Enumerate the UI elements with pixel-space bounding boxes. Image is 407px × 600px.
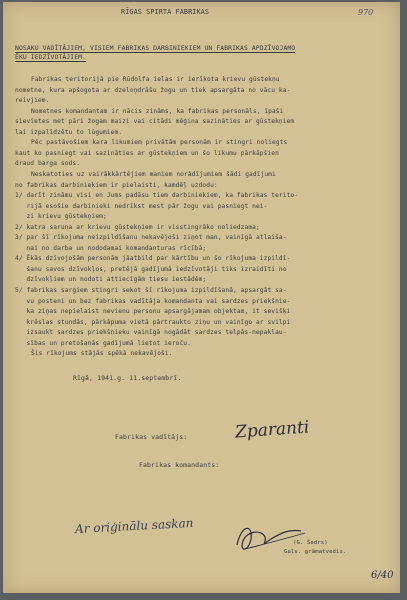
body-line: Nometnes komandantam ir nācis zināms, ka fabrikas personāls, īpaši [31, 107, 284, 115]
body-line: krēslas stundās, pārkāpuma vietā pārtraukto ziņu un vainīgo ar svilpi [15, 318, 291, 326]
document-title-line-1: NOSAKU VADĪTĀJIEM, VISIEM FABRIKAS DARBINIEKIEM UN FABRIKAS APDZĪVOJAMO [15, 44, 296, 52]
body-line: izsaukt sardzes priekšnieku vainīgā nogādāt sardzes telpās-nepaklau- [15, 329, 287, 337]
stamp-name: (G. Šedrs) [293, 540, 328, 546]
body-line: vu posteni un bez fabrikas vadītāja komandanta vai sardzes priekšnie- [15, 297, 291, 305]
corner-archive-note: 970 [358, 8, 374, 17]
body-line: lai izpalīdzētu to lūgumiem. [15, 128, 123, 136]
body-line: Šis rīkojums stājās spēkā nekavējoši. [31, 350, 173, 358]
body-line: draud barga sods. [15, 160, 81, 168]
body-line: ka ziņas nepielaist nevienu personu apsargājamam objektam, it sevišķi [15, 308, 291, 316]
body-line: zi krievu gūstekņiem; [15, 213, 107, 221]
body-line: sības un pretošanās gadījumā lietot ieroču. [15, 339, 191, 347]
body-line: nai no darba un nododamai komandanturas rīcībā; [15, 244, 207, 252]
document-header: RĪGAS SPIRTA FABRIKAS [121, 8, 210, 16]
body-line: Fabrikas teritorijā pie Rūdolfa ielas ir ierīkota krievu gūstekņu [31, 76, 280, 83]
body-line: sievietes met pāri žogam maizi vai citādi mēģina sazināties ar gūstekņiem [15, 118, 295, 126]
handwritten-certification-note: Ar oriģinālu saskan [74, 515, 194, 537]
body-line: 5/ fabrikas sargiem stingri sekot šī rīkojuma izpildīšanā, apsargāt sa- [15, 287, 287, 294]
body-line: 1/ darīt zināmu visi en Jums padāsu tiem darbiniekiem, ka fabrikas terito- [15, 192, 299, 200]
body-line: reivjiem. [15, 97, 50, 105]
document-page [3, 2, 400, 593]
body-line: Pēc pastāvošiem kara likumiem privātām personām ir stingri noliegts [31, 139, 288, 147]
body-line: dzīvokļiem un nodoti attiecīgām tiesu iestādēm; [15, 276, 207, 284]
manager-signature: Zparanti [234, 417, 310, 443]
body-line: no fabrikas darbiniekiem ir pielaisti, kamdēļ uzdodu: [15, 181, 218, 189]
body-line: nometne, kura apšogota ar dzeloņdrāšu žogu un tiek apsargāta no vācu ka- [15, 86, 291, 94]
date-line: Rīgā, 1941.g. 11.septembrī. [73, 374, 182, 382]
document-title-line-2: ĒKU IEDZĪVOTĀJIEM. [15, 53, 87, 61]
body-line: kaut ko pasniegt vai sazināties ar gūstekņiem un šo likumu pārkāpšien [15, 149, 279, 157]
commandant-label: Fabrikas komandants: [139, 461, 220, 469]
body-line: 3/ par šī rīkojuma neizpildīšanu nekavējoši ziņot man, vainīgā atlaiša- [15, 234, 287, 242]
manager-label: Fabrikas vadītājs: [115, 433, 188, 441]
body-line: 4/ Ēkās dzīvojošām personām jāatbild par kārtību un šo rīkojuma izpildī- [15, 255, 291, 263]
stamp-position: Galv. grāmatvedis. [284, 549, 347, 555]
page-number-note: 6/40 [371, 570, 394, 581]
body-line: Neskatoties uz vairākkārtējiem maniem norādījumiem šādi gadījumi [31, 170, 276, 178]
body-line: 2/ katra saruna ar krievu gūstekņiem ir visstingrāko noliedzama; [15, 223, 260, 231]
body-line: šanu savos dzīvokļos, pretējā gadījumā iedzīvotāji tiks izraidīti no [15, 265, 287, 273]
body-line: rijā esošie darbinieki nedrīkst mest pār žogu vai pasniegt nei- [15, 202, 268, 210]
